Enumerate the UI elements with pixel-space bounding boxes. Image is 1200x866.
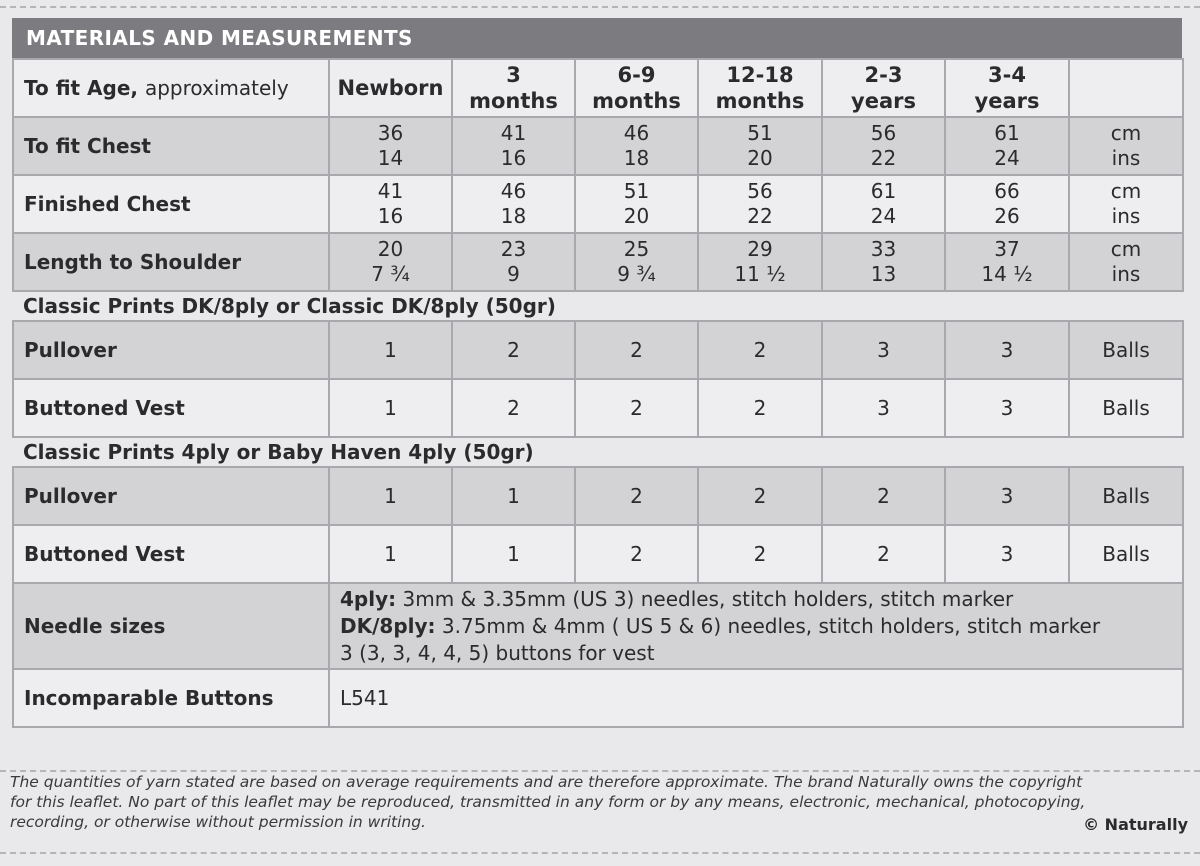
size-line1: 3-4	[988, 63, 1026, 87]
garment-label: Buttoned Vest	[13, 379, 329, 437]
ball-count: 3	[945, 321, 1069, 379]
size-line2: years	[851, 89, 916, 113]
value-cm: 46	[500, 179, 527, 203]
ball-count: 3	[945, 467, 1069, 525]
age-label-normal: approximately	[144, 75, 289, 100]
size-line1: 12-18	[726, 63, 794, 87]
ball-count: 2	[822, 467, 945, 525]
needle-line-dk	[340, 613, 1182, 640]
unit-cell	[1069, 233, 1183, 291]
measurement-cell	[575, 233, 698, 291]
ball-count: 2	[575, 321, 698, 379]
size-line2: years	[974, 89, 1040, 113]
measurement-cell	[698, 117, 822, 175]
size-header	[945, 59, 1069, 117]
value-ins: 14	[377, 146, 404, 170]
size-line2: months	[469, 89, 558, 113]
size-line1: Newborn	[337, 76, 444, 100]
ball-count: 2	[698, 379, 822, 437]
unit-ins: ins	[1111, 146, 1141, 170]
value-cm: 41	[377, 179, 404, 203]
value-cm: 56	[870, 121, 897, 145]
value-ins: 7 ¾	[371, 262, 410, 286]
value-ins: 18	[500, 204, 527, 228]
value-ins: 26	[994, 204, 1020, 228]
ball-count: 3	[945, 379, 1069, 437]
ball-count: 3	[945, 525, 1069, 583]
dashed-divider-bottom	[0, 852, 1200, 854]
value-cm: 25	[623, 237, 650, 261]
unit-balls: Balls	[1069, 467, 1183, 525]
measurement-cell	[945, 175, 1069, 233]
value-ins: 22	[870, 146, 897, 170]
buttons-count-line: 3 (3, 3, 4, 4, 5) buttons for vest	[340, 640, 655, 665]
unit-ins: ins	[1111, 262, 1141, 286]
measurement-cell	[822, 233, 945, 291]
yarn-section-heading: Classic Prints DK/8ply or Classic DK/8ply (50gr)	[13, 291, 1183, 321]
value-ins: 20	[747, 146, 773, 170]
measurements-table	[12, 58, 1184, 728]
yarn-row	[13, 525, 1183, 583]
age-row	[13, 59, 1183, 117]
ball-count: 2	[575, 379, 698, 437]
value-ins: 13	[870, 262, 897, 286]
ball-count: 2	[698, 525, 822, 583]
unit-header-empty	[1069, 59, 1183, 117]
measurement-cell	[698, 175, 822, 233]
measurement-cell	[452, 117, 575, 175]
ball-count: 1	[329, 525, 452, 583]
ball-count: 1	[329, 467, 452, 525]
value-ins: 9 ¾	[617, 262, 656, 286]
yarn-section-heading: Classic Prints 4ply or Baby Haven 4ply (50gr)	[13, 437, 1183, 467]
ball-count: 2	[575, 467, 698, 525]
measurement-cell	[329, 117, 452, 175]
measurement-cell	[452, 175, 575, 233]
value-ins: 24	[994, 146, 1020, 170]
garment-label: Buttoned Vest	[13, 525, 329, 583]
value-cm: 51	[747, 121, 773, 145]
measurement-row	[13, 233, 1183, 291]
yarn-row	[13, 467, 1183, 525]
size-line1: 3	[506, 63, 521, 87]
size-header	[698, 59, 822, 117]
needle-line-dk-label: DK/8ply:	[340, 613, 436, 638]
size-line1: 6-9	[617, 63, 656, 87]
unit-balls: Balls	[1069, 525, 1183, 583]
buttons-row	[13, 669, 1183, 727]
measurement-label: To fit Chest	[13, 117, 329, 175]
section-header	[12, 18, 1182, 62]
value-ins: 11 ½	[734, 262, 786, 286]
value-cm: 66	[994, 179, 1020, 203]
copyright-mark: © Naturally	[1083, 815, 1188, 834]
ball-count: 1	[452, 525, 575, 583]
value-ins: 18	[623, 146, 650, 170]
measurement-label: Finished Chest	[13, 175, 329, 233]
value-ins: 16	[377, 204, 404, 228]
yarn-section-heading-row	[13, 291, 1183, 321]
ball-count: 2	[822, 525, 945, 583]
value-cm: 36	[377, 121, 404, 145]
measurement-cell	[329, 175, 452, 233]
buttons-label: Incomparable Buttons	[13, 669, 329, 727]
ball-count: 3	[822, 321, 945, 379]
value-cm: 20	[377, 237, 404, 261]
ball-count: 1	[329, 379, 452, 437]
size-header	[452, 59, 575, 117]
size-line1: 2-3	[864, 63, 903, 87]
ball-count: 2	[452, 321, 575, 379]
unit-cell	[1069, 175, 1183, 233]
measurement-cell	[575, 175, 698, 233]
size-header	[575, 59, 698, 117]
value-ins: 16	[500, 146, 527, 170]
value-cm: 33	[870, 237, 897, 261]
unit-cell	[1069, 117, 1183, 175]
value-ins: 24	[870, 204, 897, 228]
measurement-cell	[329, 233, 452, 291]
age-label	[13, 59, 329, 117]
ball-count: 3	[822, 379, 945, 437]
value-cm: 61	[870, 179, 897, 203]
copyright-notice	[10, 772, 1190, 832]
unit-balls: Balls	[1069, 379, 1183, 437]
ball-count: 2	[698, 467, 822, 525]
unit-cm: cm	[1110, 121, 1142, 145]
size-line2: months	[715, 89, 805, 113]
value-cm: 61	[994, 121, 1020, 145]
value-cm: 56	[747, 179, 773, 203]
garment-label: Pullover	[13, 321, 329, 379]
needle-line-4ply-label: 4ply:	[340, 586, 397, 611]
value-ins: 20	[623, 204, 650, 228]
value-cm: 29	[747, 237, 773, 261]
needle-row	[13, 583, 1183, 669]
needle-line-dk-text: 3.75mm & 4mm ( US 5 & 6) needles, stitch holders, stitch marker	[441, 613, 1101, 638]
value-cm: 46	[623, 121, 650, 145]
yarn-section-heading-row	[13, 437, 1183, 467]
unit-ins: ins	[1111, 204, 1141, 228]
unit-cm: cm	[1110, 237, 1142, 261]
ball-count: 2	[698, 321, 822, 379]
yarn-row	[13, 379, 1183, 437]
size-header	[329, 59, 452, 117]
measurement-cell	[945, 233, 1069, 291]
value-ins: 9	[507, 262, 520, 286]
unit-balls: Balls	[1069, 321, 1183, 379]
footer-line-3: recording, or otherwise without permission in writing.	[10, 813, 426, 831]
needle-label: Needle sizes	[13, 583, 329, 669]
measurement-cell	[822, 175, 945, 233]
measurement-row	[13, 117, 1183, 175]
value-ins: 14 ½	[981, 262, 1033, 286]
ball-count: 2	[575, 525, 698, 583]
measurement-cell	[575, 117, 698, 175]
ball-count: 1	[329, 321, 452, 379]
measurement-cell	[822, 117, 945, 175]
ball-count: 1	[452, 467, 575, 525]
footer-line-1: The quantities of yarn stated are based on average requirements and are therefore approximate. The brand Naturally owns the copyright	[10, 773, 1083, 791]
value-cm: 41	[500, 121, 527, 145]
unit-cm: cm	[1110, 179, 1142, 203]
garment-label: Pullover	[13, 467, 329, 525]
measurement-cell	[945, 117, 1069, 175]
value-cm: 37	[994, 237, 1020, 261]
measurement-row	[13, 175, 1183, 233]
measurement-cell	[452, 233, 575, 291]
needle-line-4ply-text: 3mm & 3.35mm (US 3) needles, stitch holders, stitch marker	[402, 586, 1014, 611]
size-line2: months	[592, 89, 681, 113]
ball-count: 2	[452, 379, 575, 437]
needle-line-4ply	[340, 586, 1182, 613]
value-cm: 51	[623, 179, 650, 203]
dashed-divider-top	[0, 6, 1200, 8]
age-label-bold: To fit Age,	[24, 75, 138, 100]
value-cm: 23	[500, 237, 527, 261]
measurement-cell	[698, 233, 822, 291]
buttons-code: L541	[329, 669, 1183, 727]
section-title: MATERIALS AND MEASUREMENTS	[26, 26, 413, 50]
footer-line-2: for this leaflet. No part of this leaflet may be reproduced, transmitted in any form or by any means, electronic, mechanical, photocopying,	[10, 793, 1086, 811]
needle-details	[329, 583, 1183, 669]
size-header	[822, 59, 945, 117]
value-ins: 22	[747, 204, 773, 228]
measurement-label: Length to Shoulder	[13, 233, 329, 291]
yarn-row	[13, 321, 1183, 379]
